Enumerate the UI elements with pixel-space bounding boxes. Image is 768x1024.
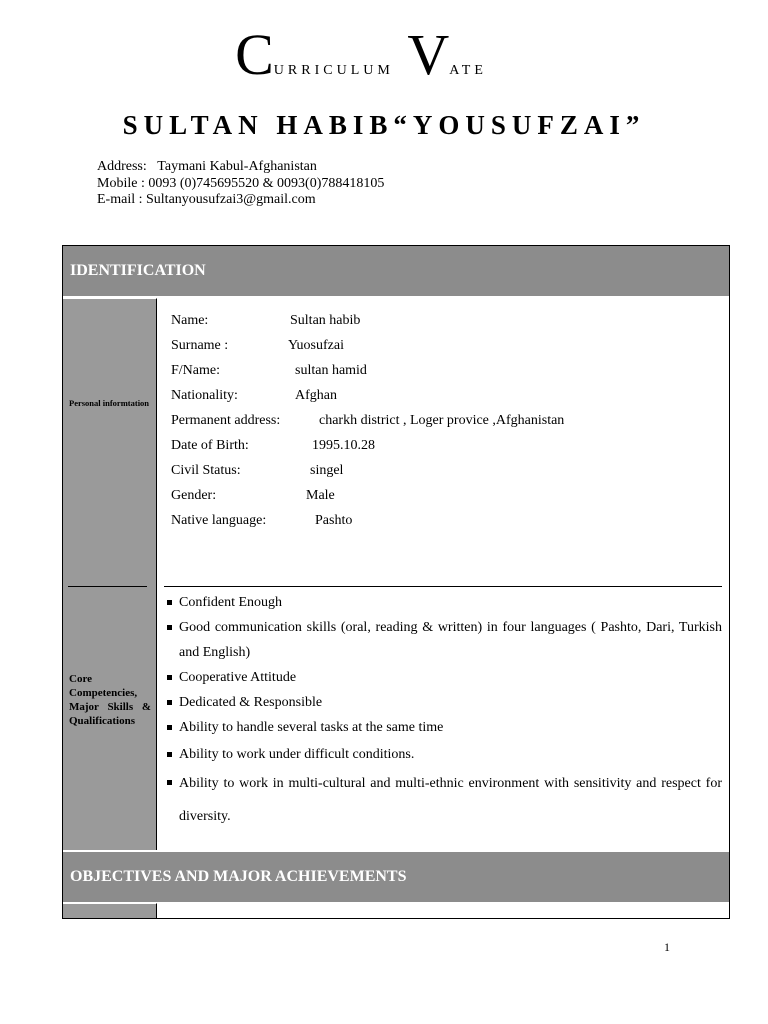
- list-item: Ability to handle several tasks at the same time: [164, 715, 722, 740]
- title-initial-v: V: [407, 22, 450, 87]
- list-item: Good communication skills (oral, reading & written) in four languages ( Pashto, Dari, Turkish and English): [164, 615, 722, 665]
- mobile-value: 0093 (0)745695520 & 0093(0)788418105: [148, 175, 385, 191]
- side-divider: [68, 586, 147, 587]
- contact-block: [97, 159, 384, 209]
- section-rule: [164, 586, 722, 587]
- info-label: F/Name:: [171, 363, 220, 378]
- list-item: Ability to work in multi-cultural and multi-ethnic environment with sensitivity and respect for diversity.: [164, 767, 722, 833]
- competencies-list: [164, 590, 722, 833]
- bullet-icon: [167, 725, 172, 730]
- info-value: Sultan habib: [290, 313, 361, 328]
- list-item: Ability to work under difficult conditions.: [164, 742, 722, 767]
- title-word-curriculum: URRICULUM: [273, 63, 394, 78]
- document-title: [0, 22, 728, 87]
- info-value: Afghan: [295, 388, 337, 403]
- bullet-icon: [167, 625, 172, 630]
- address-row: [97, 159, 384, 176]
- bullet-icon: [167, 780, 172, 785]
- info-value: charkh district , Loger provice ,Afghanistan: [319, 413, 565, 428]
- bullet-icon: [167, 675, 172, 680]
- info-value: 1995.10.28: [312, 438, 375, 453]
- bullet-icon: [167, 600, 172, 605]
- mobile-row: [97, 176, 384, 193]
- bullet-icon: [167, 752, 172, 757]
- info-label: Gender:: [171, 488, 217, 503]
- info-value: Pashto: [315, 513, 353, 528]
- email-value: Sultanyousufzai3@gmail.com: [146, 192, 316, 207]
- side-column-objectives: [63, 903, 157, 918]
- title-word-vate: ATE: [449, 63, 487, 78]
- candidate-name: SULTAN HABIB“YOUSUFZAI”: [122, 110, 646, 140]
- list-item: Cooperative Attitude: [164, 665, 722, 690]
- info-value: singel: [310, 463, 344, 478]
- section-identification: IDENTIFICATION: [63, 246, 729, 296]
- cv-table: [62, 245, 730, 919]
- info-value: sultan hamid: [295, 363, 367, 378]
- title-initial-c: C: [235, 22, 274, 87]
- email-row: [97, 192, 384, 209]
- section-objectives: OBJECTIVES AND MAJOR ACHIEVEMENTS: [63, 852, 729, 902]
- address-value: Taymani Kabul-Afghanistan: [157, 159, 317, 174]
- info-label: Nationality:: [171, 388, 238, 403]
- list-item: Confident Enough: [164, 590, 722, 615]
- page-number: 1: [664, 940, 670, 954]
- info-label: Native language:: [171, 513, 267, 528]
- side-label-personal: Personal informtation: [69, 398, 150, 408]
- side-label-competencies: Core Competencies, Major Skills & Qualifications: [69, 673, 151, 727]
- info-label: Civil Status:: [171, 463, 241, 478]
- info-value: Yuosufzai: [288, 338, 344, 353]
- info-label: Surname :: [171, 338, 229, 353]
- info-label: Name:: [171, 313, 209, 328]
- side-column: [63, 298, 157, 850]
- email-label: E-mail :: [97, 192, 143, 207]
- mobile-label: Mobile :: [97, 175, 145, 191]
- list-item: Dedicated & Responsible: [164, 690, 722, 715]
- bullet-icon: [167, 700, 172, 705]
- info-value: Male: [306, 488, 335, 503]
- address-label: Address:: [97, 159, 147, 174]
- info-label: Permanent address:: [171, 413, 281, 428]
- info-label: Date of Birth:: [171, 438, 249, 453]
